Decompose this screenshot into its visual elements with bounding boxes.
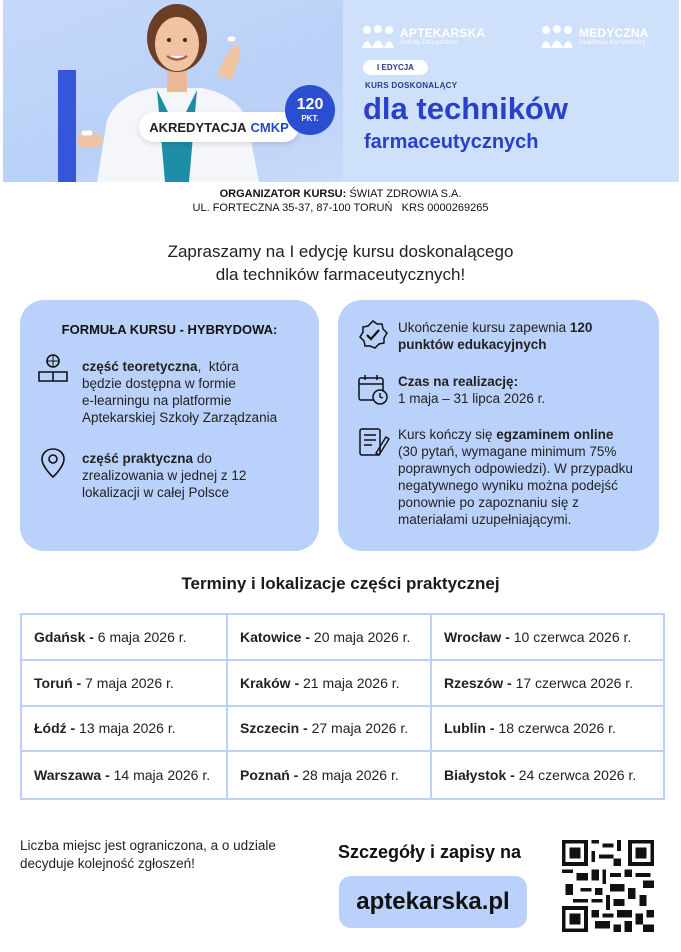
page-title: dla techników xyxy=(363,91,568,126)
completion-points: 120 xyxy=(569,320,593,335)
background-door xyxy=(58,70,76,182)
edition-badge: I EDYCJA xyxy=(363,60,428,75)
exam-line: materiałami uzupełniającymi. xyxy=(398,512,572,527)
exam-pre: Kurs kończy się xyxy=(398,427,497,442)
completion-text xyxy=(398,319,592,353)
schedule-title: Terminy i lokalizacje części praktycznej xyxy=(181,574,500,593)
points-badge xyxy=(285,85,335,135)
city-date: 6 maja 2026 r. xyxy=(93,628,187,645)
city-date: 20 maja 2026 r. xyxy=(310,628,411,645)
city-date: 14 maja 2026 r. xyxy=(109,767,211,784)
city-date: 28 maja 2026 r. xyxy=(298,767,399,784)
organizer-address: UL. FORTECZNA 35-37, 87-100 TORUŃ KRS 0000269265 xyxy=(192,202,489,214)
accreditation-badge xyxy=(139,112,299,142)
city-name: Lublin - xyxy=(444,720,495,737)
person-laptop-icon xyxy=(36,352,70,386)
city-name: Rzeszów - xyxy=(444,674,512,691)
pharmacist-illustration xyxy=(77,0,277,182)
exam-line: poprawnych odpowiedzi). W przypadku xyxy=(398,461,633,476)
practice-text xyxy=(82,450,246,501)
logo-medyczna xyxy=(540,24,649,50)
city-name: Kraków - xyxy=(240,674,300,691)
schedule-cell xyxy=(432,615,663,661)
logo-aptekarska xyxy=(361,24,485,50)
city-date: 18 czerwca 2026 r. xyxy=(494,720,616,737)
exam-text xyxy=(398,426,633,528)
formula-panel xyxy=(20,300,319,551)
logo-sub: Akademia Kompetencji xyxy=(579,39,646,47)
people-icon xyxy=(540,24,574,50)
exam-line: (30 pytań, wymagane minimum 75% xyxy=(398,444,617,459)
theory-item xyxy=(36,352,277,426)
schedule-cell xyxy=(22,707,228,753)
calendar-clock-icon xyxy=(356,372,390,406)
city-name: Wrocław - xyxy=(444,628,510,645)
schedule-cell xyxy=(22,752,228,798)
city-date: 21 maja 2026 r. xyxy=(299,674,400,691)
theory-rest: , która xyxy=(197,359,239,374)
time-text xyxy=(398,373,545,407)
page-subtitle: farmaceutycznych xyxy=(364,131,539,153)
city-name: Warszawa - xyxy=(34,767,110,784)
city-name: Gdańsk - xyxy=(34,628,94,645)
qr-code[interactable] xyxy=(562,840,654,932)
logo-name: APTEKARSKA xyxy=(400,26,486,41)
practice-rest: do xyxy=(193,451,212,466)
organizer-info xyxy=(0,187,681,215)
limit-line: Liczba miejsc jest ograniczona, a o udziale xyxy=(20,838,276,853)
logo-sub: Szkoła Zarządzania xyxy=(400,39,458,47)
time-title: Czas na realizację: xyxy=(398,374,519,389)
accreditation-text: AKREDYTACJA xyxy=(149,119,247,135)
formula-title: FORMUŁA KURSU - HYBRYDOWA: xyxy=(61,322,278,337)
exam-line: negatywnego wyniku można podejść xyxy=(398,478,618,493)
accreditation-brand: CMKP xyxy=(250,119,289,135)
schedule-cell xyxy=(228,707,432,753)
city-date: 13 maja 2026 r. xyxy=(75,720,176,737)
time-item xyxy=(356,372,545,407)
practice-line: lokalizacji w całej Polsce xyxy=(82,485,230,500)
invite-line: Zapraszamy na I edycję kursu doskonalącego xyxy=(167,242,514,261)
exam-bold: egzaminem online xyxy=(496,427,614,442)
exam-sheet-icon xyxy=(356,425,390,459)
city-name: Szczecin - xyxy=(240,720,308,737)
city-name: Toruń - xyxy=(34,674,82,691)
location-pin-icon xyxy=(36,446,70,480)
points-unit: PKT. xyxy=(301,114,319,123)
invite-text xyxy=(0,240,681,286)
people-icon xyxy=(361,24,395,50)
checkmark-badge-icon xyxy=(356,318,390,352)
logo-name: MEDYCZNA xyxy=(579,26,649,41)
practice-item xyxy=(36,446,246,501)
city-date: 7 maja 2026 r. xyxy=(81,674,174,691)
details-heading: Szczegóły i zapisy na xyxy=(338,842,522,862)
schedule-cell xyxy=(432,661,663,707)
schedule-grid xyxy=(20,613,665,800)
points-value: 120 xyxy=(296,96,324,113)
theory-bold: część teoretyczna xyxy=(82,359,198,374)
city-date: 24 czerwca 2026 r. xyxy=(514,767,637,784)
course-type: KURS DOSKONALĄCY xyxy=(365,81,458,90)
city-name: Poznań - xyxy=(240,767,299,784)
limit-line: decyduje kolejność zgłoszeń! xyxy=(20,856,195,871)
city-name: Łódź - xyxy=(34,720,76,737)
time-dates: 1 maja – 31 lipca 2026 r. xyxy=(398,391,546,406)
schedule-cell xyxy=(228,752,432,798)
completion-item xyxy=(356,318,592,353)
theory-line: Aptekarskiej Szkoły Zarządzania xyxy=(82,410,278,425)
organizer-name: ŚWIAT ZDROWIA S.A. xyxy=(349,188,462,200)
schedule-cell xyxy=(228,661,432,707)
theory-line: będzie dostępna w formie xyxy=(82,376,236,391)
theory-line: e-learningu na platformie xyxy=(82,393,232,408)
schedule-cell xyxy=(432,707,663,753)
schedule-cell xyxy=(228,615,432,661)
limit-note xyxy=(20,837,310,873)
header-photo-area xyxy=(3,0,343,182)
city-date: 10 czerwca 2026 r. xyxy=(509,628,632,645)
info-panel xyxy=(338,300,659,551)
city-name: Katowice - xyxy=(240,628,311,645)
schedule-cell xyxy=(22,615,228,661)
invite-line: dla techników farmaceutycznych! xyxy=(215,265,466,284)
exam-line: ponownie po zapoznaniu się z xyxy=(398,495,579,510)
city-name: Białystok - xyxy=(444,767,515,784)
city-date: 27 maja 2026 r. xyxy=(307,720,409,737)
completion-line: Ukończenie kursu zapewnia xyxy=(398,320,570,335)
completion-bold: punktów edukacyjnych xyxy=(398,337,547,352)
exam-item xyxy=(356,425,633,528)
schedule-cell xyxy=(22,661,228,707)
schedule-cell xyxy=(432,752,663,798)
practice-bold: część praktyczna xyxy=(82,451,194,466)
website-link[interactable]: aptekarska.pl xyxy=(339,876,527,928)
city-date: 17 czerwca 2026 r. xyxy=(511,674,634,691)
practice-line: zrealizowania w jednej z 12 xyxy=(82,468,247,483)
theory-text xyxy=(82,358,277,426)
organizer-label: ORGANIZATOR KURSU: xyxy=(219,188,347,200)
header-banner xyxy=(3,0,679,182)
